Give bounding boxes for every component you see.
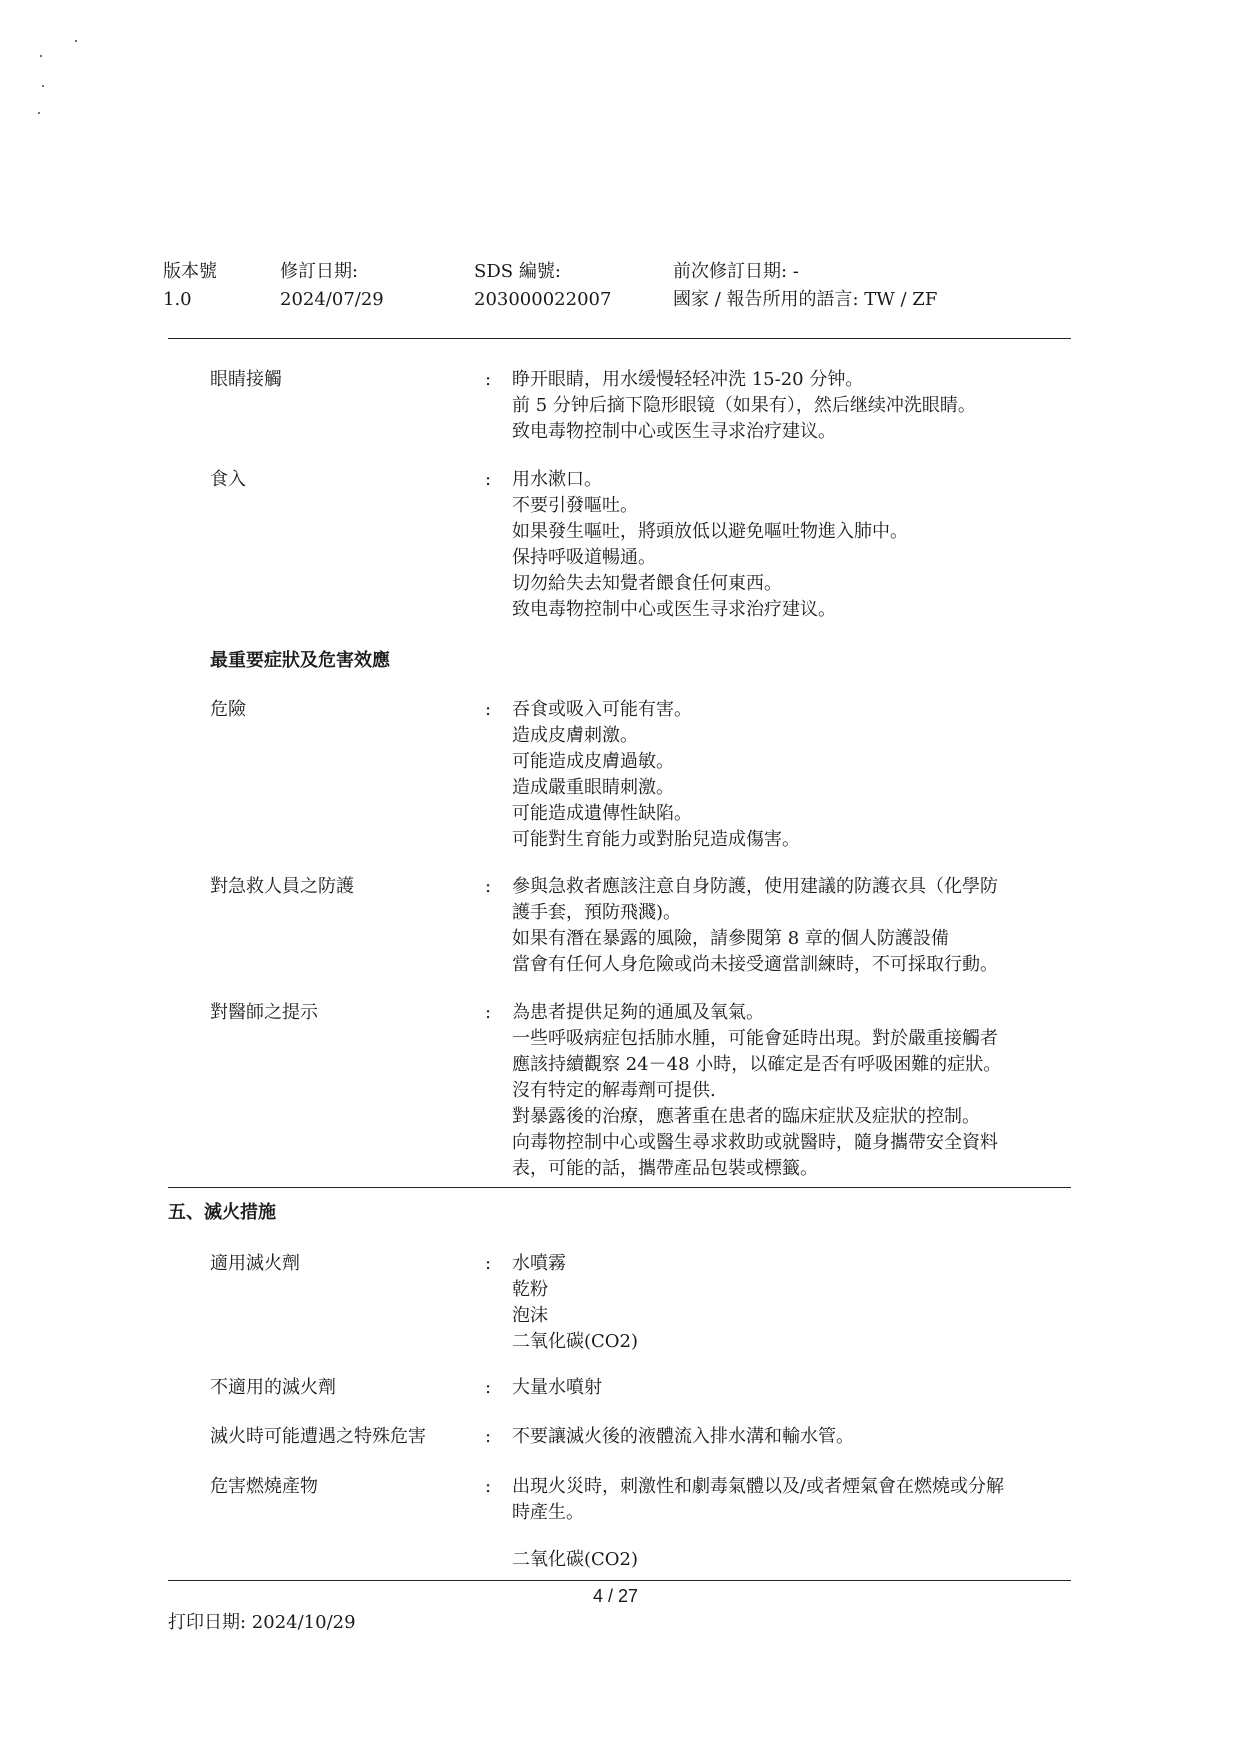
ingestion-text: 用水漱口。 不要引發嘔吐。 如果發生嘔吐，將頭放低以避免嘔吐物進入肺中。 保持呼吸道暢通。 切勿給失去知覺者餵食任何東西。 致电毒物控制中心或医生寻求治疗建议。 <box>512 469 908 620</box>
revision-date-label: 修訂日期: <box>280 261 359 282</box>
combustion-products-text: 出現火災時，刺激性和劇毒氣體以及/或者煙氣會在燃燒或分解 時產生。 <box>512 1476 1005 1523</box>
first-aider-protection-label: 對急救人員之防護 <box>210 876 354 897</box>
colon: : <box>485 1377 492 1398</box>
unsuitable-media-label: 不適用的滅火劑 <box>210 1377 336 1398</box>
physician-notes-label: 對醫師之提示 <box>210 1002 318 1023</box>
eye-contact-label: 眼睛接觸 <box>210 369 282 390</box>
symptoms-heading: 最重要症狀及危害效應 <box>210 650 390 671</box>
colon: : <box>485 699 492 720</box>
colon: : <box>485 369 492 390</box>
footer-divider <box>168 1580 1071 1581</box>
print-date: 打印日期: 2024/10/29 <box>168 1612 356 1633</box>
sds-number-value: 203000022007 <box>474 289 612 310</box>
hazards-text: 吞食或吸入可能有害。 造成皮膚刺激。 可能造成皮膚過敏。 造成嚴重眼睛刺激。 可能造成遺傳性缺陷。 可能對生育能力或對胎兒造成傷害。 <box>512 699 800 850</box>
version-label: 版本號 <box>163 261 217 282</box>
colon: : <box>485 1002 492 1023</box>
special-hazards-label: 滅火時可能遭遇之特殊危害 <box>210 1426 426 1447</box>
previous-revision-date: 前次修訂日期: - <box>673 261 799 282</box>
page-number: 4 / 27 <box>593 1586 639 1606</box>
header-divider <box>168 338 1071 339</box>
colon: : <box>485 1253 492 1274</box>
scan-speck <box>40 55 42 57</box>
unsuitable-media-text: 大量水噴射 <box>512 1377 602 1398</box>
suitable-media-text: 水噴霧 乾粉 泡沫 二氧化碳(CO2) <box>512 1253 639 1352</box>
colon: : <box>485 469 492 490</box>
revision-date-value: 2024/07/29 <box>280 289 384 310</box>
combustion-products-co2: 二氧化碳(CO2) <box>512 1549 639 1570</box>
colon: : <box>485 876 492 897</box>
scan-speck <box>75 40 77 42</box>
suitable-media-label: 適用滅火劑 <box>210 1253 300 1274</box>
sds-number-label: SDS 編號: <box>474 261 561 282</box>
combustion-products-label: 危害燃燒產物 <box>210 1476 318 1497</box>
ingestion-label: 食入 <box>210 469 246 490</box>
eye-contact-text: 睁开眼睛，用水缓慢轻轻冲洗 15-20 分钟。 前 5 分钟后摘下隐形眼镜（如果有），然后继续冲洗眼睛。 致电毒物控制中心或医生寻求治疗建议。 <box>512 369 976 442</box>
special-hazards-text: 不要讓滅火後的液體流入排水溝和輸水管。 <box>512 1426 854 1447</box>
first-aider-protection-text: 參與急救者應該注意自身防護，使用建議的防護衣具（化學防 護手套，預防飛濺)。 如果有潛在暴露的風險，請參閱第 8 章的個人防護設備 當會有任何人身危險或尚未接受適當訓練時，不可採取行動。 <box>512 876 998 975</box>
firefighting-heading: 五、滅火措施 <box>168 1202 276 1223</box>
version-value: 1.0 <box>163 289 192 310</box>
colon: : <box>485 1476 492 1497</box>
section-divider <box>168 1187 1071 1188</box>
scan-speck <box>38 112 40 114</box>
country-language: 國家 / 報告所用的語言: TW / ZF <box>673 289 938 310</box>
physician-notes-text: 為患者提供足夠的通風及氧氣。 一些呼吸病症包括肺水腫，可能會延時出現。對於嚴重接觸者 應該持續觀察 24－48 小時，以確定是否有呼吸困難的症狀。 沒有特定的解毒劑可提供. 對暴露後的治療，應著重在患者的臨床症狀及症狀的控制。 向毒物控制中心或醫生尋求救助或就醫時，隨身攜帶安全資料 表，可能的話，攜帶產品包裝或標籤。 <box>512 1002 1002 1179</box>
colon: : <box>485 1426 492 1447</box>
hazards-label: 危險 <box>210 699 246 720</box>
scan-speck <box>42 85 44 87</box>
